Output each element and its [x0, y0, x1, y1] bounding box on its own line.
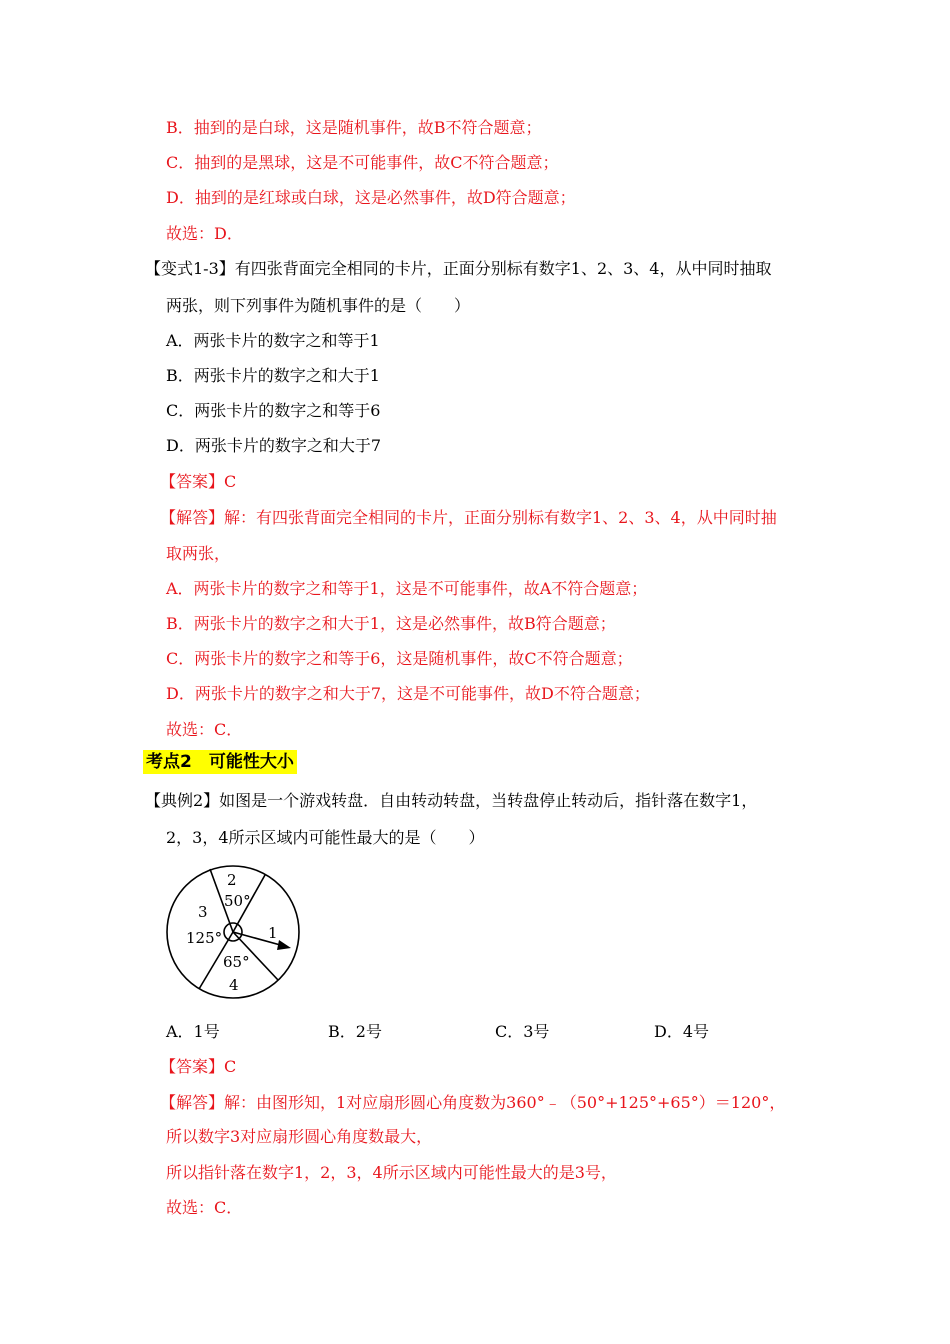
- variant-solution-a: A．两张卡片的数字之和等于1，这是不可能事件，故A不符合题意；: [166, 579, 648, 598]
- spinner-figure: [160, 860, 310, 1000]
- solution-line-c: C．抽到的是黑球，这是不可能事件，故C不符合题意；: [166, 153, 559, 172]
- sector-label-2: 2: [227, 871, 237, 889]
- example-option-c: C．3号: [495, 1022, 550, 1041]
- variant-option-b: B．两张卡片的数字之和大于1: [166, 366, 380, 385]
- variant-question-line1: 【变式1-3】有四张背面完全相同的卡片，正面分别标有数字1、2、3、4，从中同时抽取: [145, 259, 772, 278]
- variant-option-d: D．两张卡片的数字之和大于7: [166, 436, 382, 455]
- variant-question-line2: 两张，则下列事件为随机事件的是（ ）: [166, 296, 471, 315]
- sector-label-3: 3: [198, 903, 208, 921]
- solution-line-b: B．抽到的是白球，这是随机事件，故B不符合题意；: [166, 118, 542, 137]
- variant-solution-d: D．两张卡片的数字之和大于7，这是不可能事件，故D不符合题意；: [166, 684, 650, 703]
- variant-solution-line2: 取两张，: [166, 544, 231, 563]
- variant-option-c: C．两张卡片的数字之和等于6: [166, 401, 381, 420]
- example-option-a: A．1号: [166, 1022, 220, 1041]
- variant-answer: 【答案】C: [160, 472, 237, 491]
- variant-solution-b: B．两张卡片的数字之和大于1，这是必然事件，故B符合题意；: [166, 614, 616, 633]
- variant-solution-c: C．两张卡片的数字之和等于6，这是随机事件，故C不符合题意；: [166, 649, 633, 668]
- solution-conclusion: 故选：D．: [166, 224, 243, 243]
- sector-label-4: 4: [229, 976, 239, 994]
- angle-label-125: 125°: [186, 929, 223, 947]
- example-conclusion: 故选：C．: [166, 1198, 243, 1217]
- example-question-line2: 2，3，4所示区域内可能性最大的是（ ）: [166, 828, 485, 847]
- angle-label-50: 50°: [224, 892, 251, 910]
- example-solution-line2: 所以数字3对应扇形圆心角度数最大，: [166, 1127, 433, 1146]
- angle-label-65: 65°: [223, 953, 250, 971]
- variant-conclusion: 故选：C．: [166, 720, 243, 739]
- variant-option-a: A．两张卡片的数字之和等于1: [166, 331, 380, 350]
- example-question-line1: 【典例2】如图是一个游戏转盘．自由转动转盘，当转盘停止转动后，指针落在数字1，: [145, 791, 758, 810]
- example-option-d: D．4号: [654, 1022, 710, 1041]
- example-option-b: B．2号: [328, 1022, 382, 1041]
- example-solution-line1: 【解答】解：由图形知，1对应扇形圆心角度数为360°﹣（50°+125°+65°）＝120°，: [160, 1093, 786, 1112]
- pointer-arrowhead: [277, 940, 291, 950]
- section-heading: 考点2 可能性大小: [143, 750, 297, 774]
- variant-solution-line1: 【解答】解：有四张背面完全相同的卡片，正面分别标有数字1、2、3、4，从中同时抽: [160, 508, 777, 527]
- sector-label-1: 1: [268, 924, 278, 942]
- solution-line-d: D．抽到的是红球或白球，这是必然事件，故D符合题意；: [166, 188, 576, 207]
- example-solution-line3: 所以指针落在数字1，2，3，4所示区域内可能性最大的是3号，: [166, 1163, 617, 1182]
- example-answer: 【答案】C: [160, 1057, 237, 1076]
